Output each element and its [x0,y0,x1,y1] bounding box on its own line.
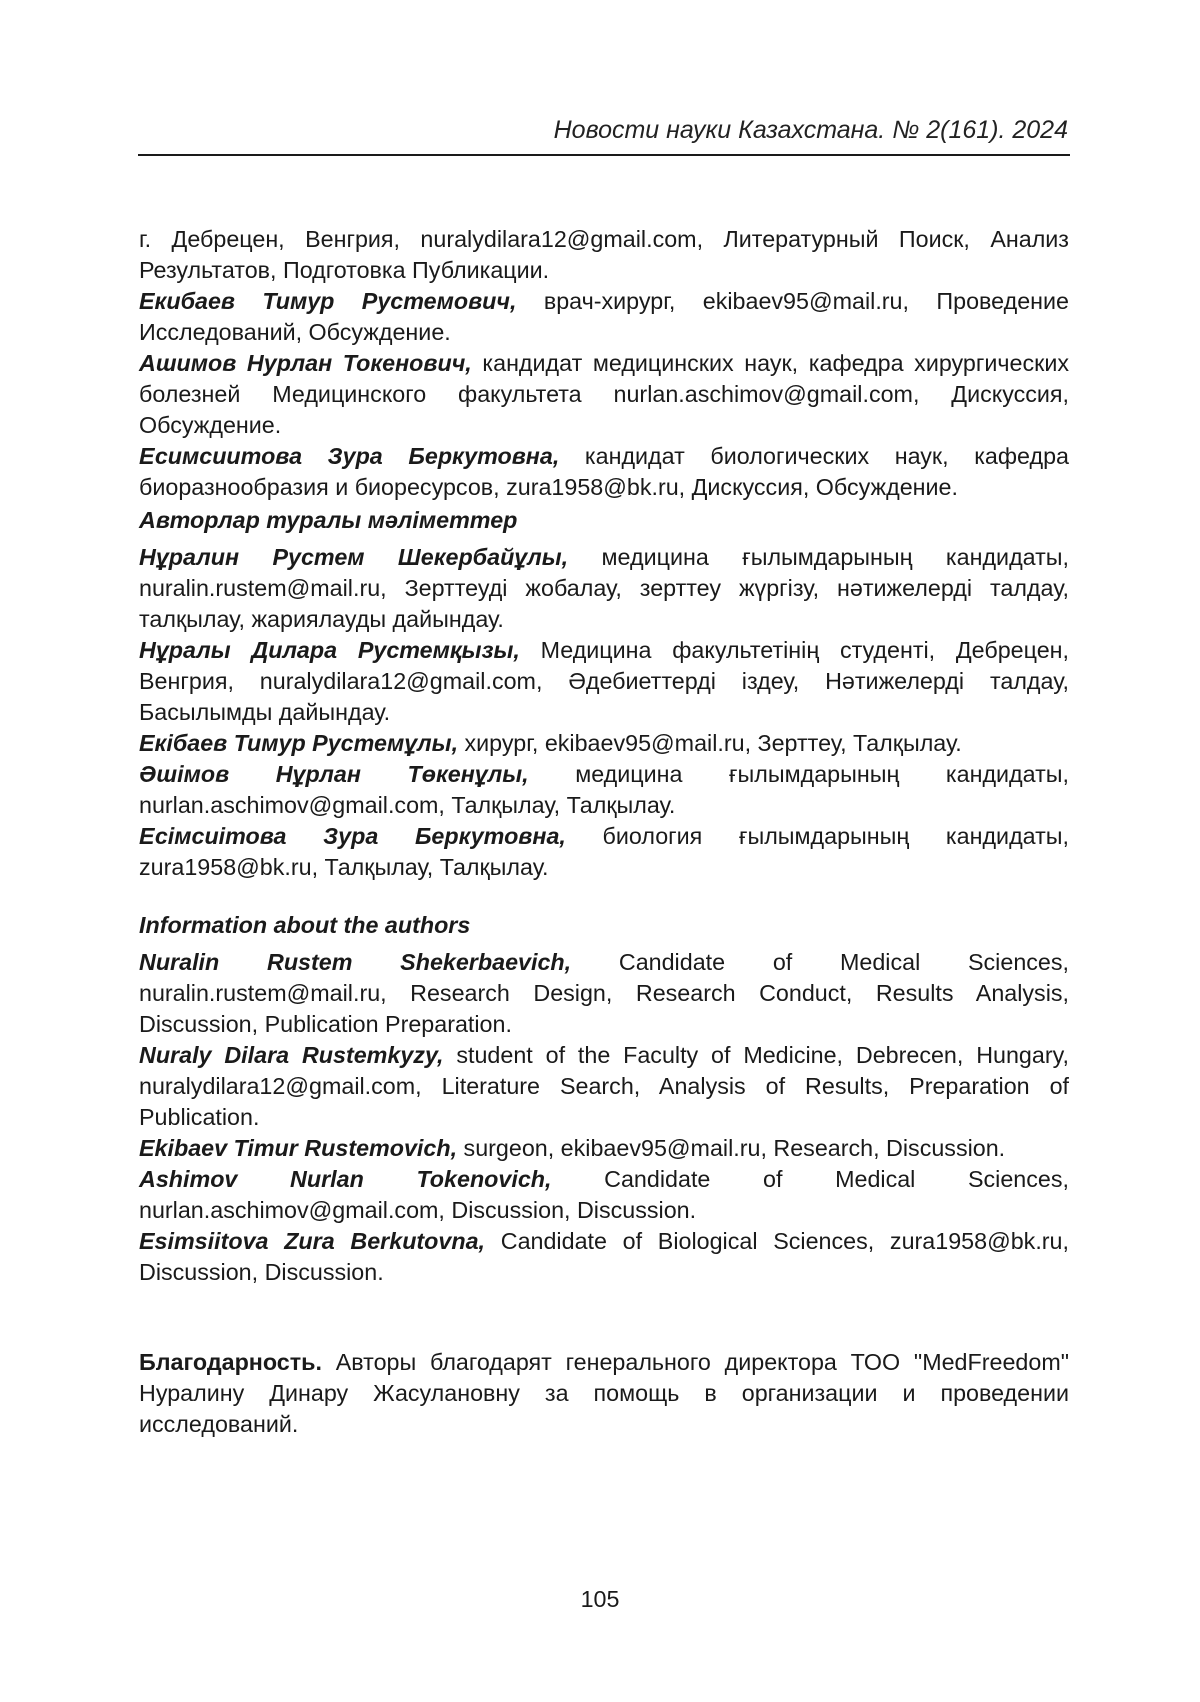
acknowledgment-text: Авторы благодарят генерального директора ТОО "MedFreedom" Нуралину Динару Жасулановну за помощь в организации и проведении исследований. [139,1349,1069,1437]
author-name: Екибаев Тимур Рустемович, [139,288,517,314]
author-details: медицина ғылымдарының кандидаты, nuralin.rustem@mail.ru, Зерттеуді жобалау, зерттеу жүргізу, нәтижелерді талдау, талқылау, жариялауды дайындау. [139,544,1069,632]
kk-author-entry [139,728,1069,759]
en-author-entry [139,947,1069,1040]
ru-author-entry [139,441,1069,503]
acknowledgment-label: Благодарность. [139,1349,322,1375]
author-details: Candidate of Biological Sciences, zura1958@bk.ru, Discussion, Discussion. [139,1228,1069,1285]
header-rule [138,154,1070,156]
author-name: Әшімов Нұрлан Төкенұлы, [139,761,529,787]
en-author-entry [139,1164,1069,1226]
en-author-entry [139,1133,1069,1164]
author-name: Есімсиітова Зура Беркутовна, [139,823,566,849]
author-details: биология ғылымдарының кандидаты, zura1958@bk.ru, Талқылау, Талқылау. [139,823,1069,880]
author-details: surgeon, ekibaev95@mail.ru, Research, Discussion. [457,1135,1006,1161]
en-author-section [139,910,1069,1288]
ru-author-entry [139,224,1069,286]
kk-author-entry [139,635,1069,728]
author-details: кандидат биологических наук, кафедра биоразнообразия и биоресурсов, zura1958@bk.ru, Дискуссия, Обсуждение. [139,443,1069,500]
en-author-entry [139,1226,1069,1288]
author-name: Nuralin Rustem Shekerbaevich, [139,949,572,975]
author-details: Candidate of Medical Sciences, nuralin.rustem@mail.ru, Research Design, Research Conduct, Results Analysis, Discussion, Publication Preparation. [139,949,1069,1037]
en-section-title: Information about the authors [139,912,471,938]
author-details: врач-хирург, ekibaev95@mail.ru, Проведение Исследований, Обсуждение. [139,288,1069,345]
page-content [139,224,1069,1463]
author-details: хирург, ekibaev95@mail.ru, Зерттеу, Талқылау. [458,730,962,756]
author-details: Медицина факультетінің студенті, Дебрецен, Венгрия, nuralydilara12@gmail.com, Әдебиеттерді іздеу, Нәтижелерді талдау, Басылымды дайындау. [139,637,1069,725]
en-author-entry [139,1040,1069,1133]
author-name: Ashimov Nurlan Tokenovich, [139,1166,552,1192]
ru-author-entry [139,286,1069,348]
author-name: Есимсиитова Зура Беркутовна, [139,443,560,469]
author-details: г. Дебрецен, Венгрия, nuralydilara12@gmail.com, Литературный Поиск, Анализ Результатов, Подготовка Публикации. [139,226,1069,283]
author-details: медицина ғылымдарының кандидаты, nurlan.aschimov@gmail.com, Талқылау, Талқылау. [139,761,1069,818]
ru-author-list [139,224,1069,503]
kk-author-entry [139,759,1069,821]
kk-section-title: Авторлар туралы мәліметтер [139,507,518,533]
author-details: кандидат медицинских наук, кафедра хирургических болезней Медицинского факультета nurlan.aschimov@gmail.com, Дискуссия, Обсуждение. [139,350,1069,438]
running-header: Новости науки Казахстана. № 2(161). 2024 [553,116,1068,144]
author-details: student of the Faculty of Medicine, Debrecen, Hungary, nuralydilara12@gmail.com, Literature Search, Analysis of Results, Preparation of Publication. [139,1042,1069,1130]
author-name: Нұралин Рустем Шекербайұлы, [139,544,569,570]
kk-author-section [139,505,1069,883]
author-name: Ekibaev Timur Rustemovich, [139,1135,458,1161]
author-name: Екібаев Тимур Рустемұлы, [139,730,459,756]
page-number: 105 [580,1586,620,1612]
author-name: Нұралы Дилара Рустемқызы, [139,637,520,663]
kk-author-entry [139,542,1069,635]
author-details: Candidate of Medical Sciences, nurlan.aschimov@gmail.com, Discussion, Discussion. [139,1166,1069,1223]
author-name: Nuraly Dilara Rustemkyzy, [139,1042,444,1068]
acknowledgment-paragraph [139,1347,1069,1440]
kk-author-entry [139,821,1069,883]
author-name: Ашимов Нурлан Токенович, [139,350,472,376]
ru-author-entry [139,348,1069,441]
author-name: Esimsiitova Zura Berkutovna, [139,1228,486,1254]
